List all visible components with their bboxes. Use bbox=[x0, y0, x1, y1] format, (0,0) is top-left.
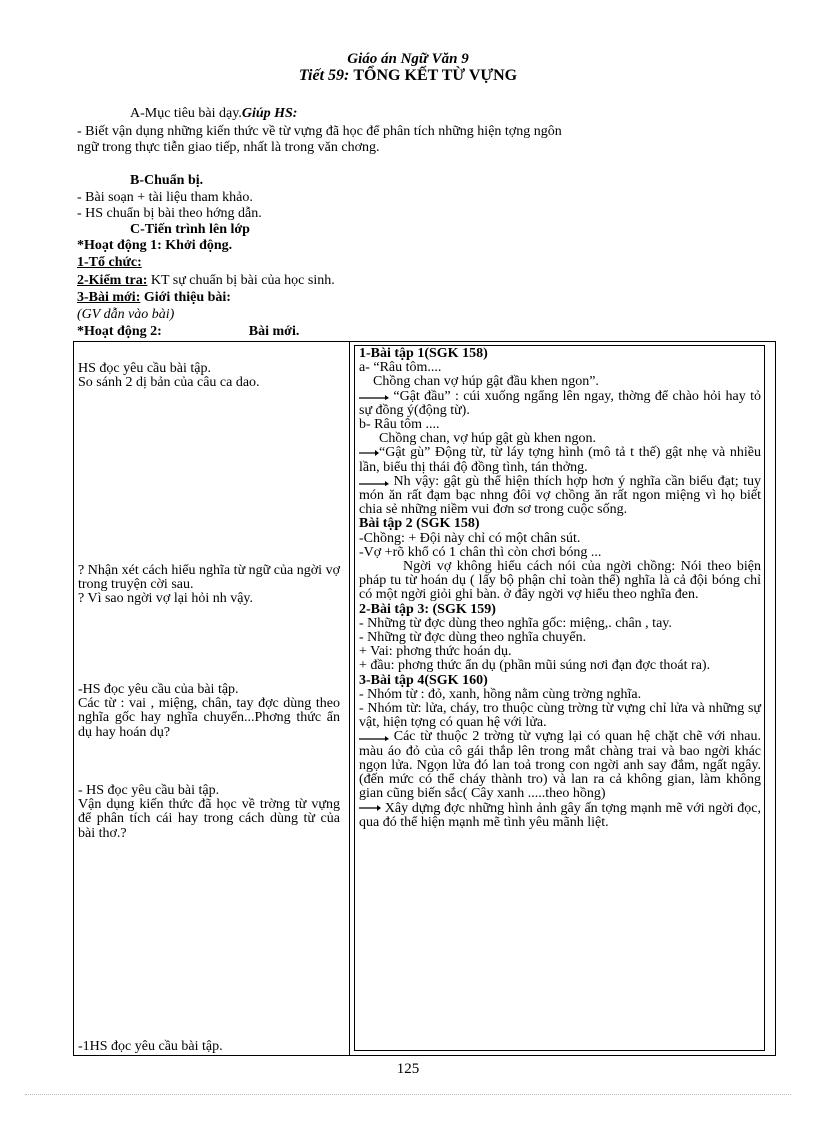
ex3-2: - Những từ đợc dùng theo nghĩa chuyển. bbox=[359, 630, 587, 646]
left-p7: - HS đọc yêu cầu bài tập. bbox=[78, 783, 220, 798]
check-text: KT sự chuẩn bị bài của học sinh. bbox=[150, 273, 335, 288]
right-col bbox=[354, 345, 765, 1051]
left-p3: ? Nhận xét cách hiểu nghĩa từ ngữ của ngời vợ trong truyện cời sau. bbox=[78, 563, 340, 593]
ex1-c-row bbox=[359, 475, 761, 518]
ex2-2: -Vợ +rõ khổ có 1 chân thì còn chơi bóng ... bbox=[359, 544, 602, 560]
ex4-3: Các từ thuộc 2 trờng từ vựng lại có quan hệ chặt chẽ với nhau. màu áo đỏ của cô gái thắp lên trong mắt chàng trai và bao ngời khác ngọn lửa. Ngọn lửa đó lan toả trong con ngời anh say đắm, ngất ngây.(đến mức có thể cháy thành tro) và lan ra cả không gian, làm không gian cũng biến sắc( Cây xanh .....theo hồng) bbox=[359, 729, 761, 802]
page-number: 125 bbox=[396, 1061, 420, 1077]
ex2-3: Ngời vợ không hiểu cách nói của ngời chồng: Nói theo biện pháp tu từ hoán dụ ( lấy bộ phận chỉ toàn thể) nghĩa là cả đội bóng chỉ có một ngời giỏi ghi bàn. ở đây ngời vợ hiểu theo nghĩa đen. bbox=[359, 559, 761, 603]
arrow-right-icon bbox=[359, 804, 381, 812]
lesson-prefix: Tiết 59: bbox=[298, 67, 350, 84]
objectives-heading-a: A-Mục tiêu bài dạy. bbox=[130, 106, 242, 121]
objectives-line1: - Biết vận dụng những kiến thức về từ vựng đã học để phân tích những hiện tợng ngôn bbox=[77, 124, 562, 139]
prep-heading: B-Chuẩn bị. bbox=[130, 173, 204, 188]
left-col-1 bbox=[78, 362, 340, 390]
teacher-intro: (GV dẫn vào bài) bbox=[77, 307, 175, 322]
left-p8: Vận dụng kiến thức đã học về trờng từ vựng để phân tích cái hay trong cách dùng từ của bài thơ.? bbox=[78, 797, 340, 841]
header-subject: Giáo án Ngữ Văn 9 bbox=[347, 51, 469, 67]
left-p5: -HS đọc yêu cầu của bài tập. bbox=[78, 682, 239, 697]
ex4-4-row bbox=[359, 802, 761, 830]
org-label: 1-Tổ chức: bbox=[77, 255, 142, 270]
ex4-title: 3-Bài tập 4(SGK 160) bbox=[359, 672, 488, 688]
footer-divider bbox=[25, 1094, 791, 1095]
ex1-b3-row bbox=[359, 446, 761, 474]
newlesson-line bbox=[77, 290, 231, 305]
ex4-2: - Nhóm từ: lửa, cháy, tro thuộc cùng trờng từ vựng chỉ lửa và những sự vật, hiện tợng có quan hệ với lửa. bbox=[359, 701, 761, 731]
ex1-b3: “Gật gù” Động từ, từ láy tợng hình (mô tả t thế) gật nhẹ và nhiều lần, biểu thị thái độ đồng tình, tán thởng. bbox=[359, 445, 761, 475]
arrow-right-icon bbox=[359, 733, 389, 741]
newlesson-label: 3-Bài mới: bbox=[77, 290, 141, 305]
newlesson-text: Giới thiệu bài: bbox=[143, 290, 231, 305]
prep-item2: - HS chuẩn bị bài theo hớng dẫn. bbox=[77, 206, 262, 221]
ex4-4: Xây dựng đợc những hình ảnh gây ấn tợng mạnh mẽ với ngời đọc, qua đó thể hiện mạnh mẽ tình yêu mãnh liệt. bbox=[359, 800, 762, 830]
ex1-b: b- Râu tôm .... bbox=[359, 417, 440, 433]
column-divider bbox=[349, 342, 350, 1055]
ex1-a2: Chồng chan vợ húp gật đầu khen ngon”. bbox=[373, 374, 599, 390]
lesson-table bbox=[73, 341, 776, 1056]
activity2-label: *Hoạt động 2: bbox=[77, 324, 162, 339]
activity2 bbox=[77, 324, 299, 339]
ex2-title: Bài tập 2 (SGK 158) bbox=[359, 516, 480, 532]
process-heading: C-Tiến trình lên lớp bbox=[130, 222, 250, 237]
ex1-a: a- “Râu tôm.... bbox=[359, 360, 442, 376]
activity1: *Hoạt động 1: Khởi động. bbox=[77, 238, 233, 253]
left-p1: HS đọc yêu cầu bài tập. bbox=[78, 361, 211, 376]
ex3-title: 2-Bài tập 3: (SGK 159) bbox=[359, 601, 496, 617]
lesson-name: TỔNG KẾT TỪ VỰNG bbox=[353, 67, 518, 84]
left-p6: Các từ : vai , miệng, chân, tay đợc dùng theo nghĩa gốc hay nghĩa chuyển...Phơng thức ẩn dụ hay hoán dụ? bbox=[78, 696, 340, 740]
prep-item1: - Bài soạn + tài liệu tham khảo. bbox=[77, 190, 253, 205]
arrow-right-icon bbox=[359, 478, 389, 486]
ex3-3: + Vai: phơng thức hoán dụ. bbox=[359, 644, 512, 660]
left-col-3 bbox=[78, 683, 340, 740]
ex3-1: - Những từ đợc dùng theo nghĩa gốc: miệng,. chân , tay. bbox=[359, 615, 672, 631]
ex1-b2: Chồng chan, vợ húp gật gù khen ngon. bbox=[379, 431, 596, 447]
objectives-help: Giúp HS: bbox=[241, 106, 298, 121]
check-label: 2-Kiểm tra: bbox=[77, 273, 148, 288]
left-p2: So sánh 2 dị bản của câu ca dao. bbox=[78, 375, 260, 391]
check-line bbox=[77, 273, 335, 288]
left-p4: ? Vì sao ngời vợ lại hỏi nh vậy. bbox=[78, 591, 254, 607]
objectives-heading bbox=[130, 106, 297, 121]
ex1-a3: “Gật đầu” : cúi xuống ngẩng lên ngay, thờng để chào hỏi hay tỏ sự đồng ý(động từ). bbox=[359, 388, 762, 418]
ex1-a3-row bbox=[359, 390, 761, 418]
ex3-4: + đầu: phơng thức ẩn dụ (phần mũi súng nơi đạn đợc thoát ra). bbox=[359, 658, 711, 674]
ex1-c: Nh vậy: gật gù thể hiện thích hợp hơn ý nghĩa cần biểu đạt; tuy món ăn rất đạm bạc nhng đôi vợ chồng ăn rất ngon miệng vì họ biết chia sẻ những niềm vui đơn sơ trong cuộc sống. bbox=[359, 473, 762, 518]
ex4-3-row bbox=[359, 730, 761, 801]
ex1-title: 1-Bài tập 1(SGK 158) bbox=[359, 346, 488, 361]
ex2-1: -Chồng: + Đội này chỉ có một chân sút. bbox=[359, 530, 581, 546]
right-col-content bbox=[359, 347, 761, 830]
ex4-1: - Nhóm từ : đỏ, xanh, hồng nằm cùng trờng nghĩa. bbox=[359, 686, 642, 702]
left-col-4 bbox=[78, 784, 340, 841]
left-col-5 bbox=[78, 1040, 340, 1054]
arrow-right-icon bbox=[359, 392, 389, 400]
lesson-title bbox=[0, 68, 816, 83]
arrow-right-icon bbox=[359, 449, 379, 457]
left-p9: -1HS đọc yêu cầu bài tập. bbox=[78, 1039, 223, 1054]
left-col-2 bbox=[78, 564, 340, 607]
activity2-title: Bài mới. bbox=[248, 324, 300, 339]
objectives-line2: ngữ trong thực tiễn giao tiếp, nhất là trong văn chơng. bbox=[77, 140, 380, 155]
